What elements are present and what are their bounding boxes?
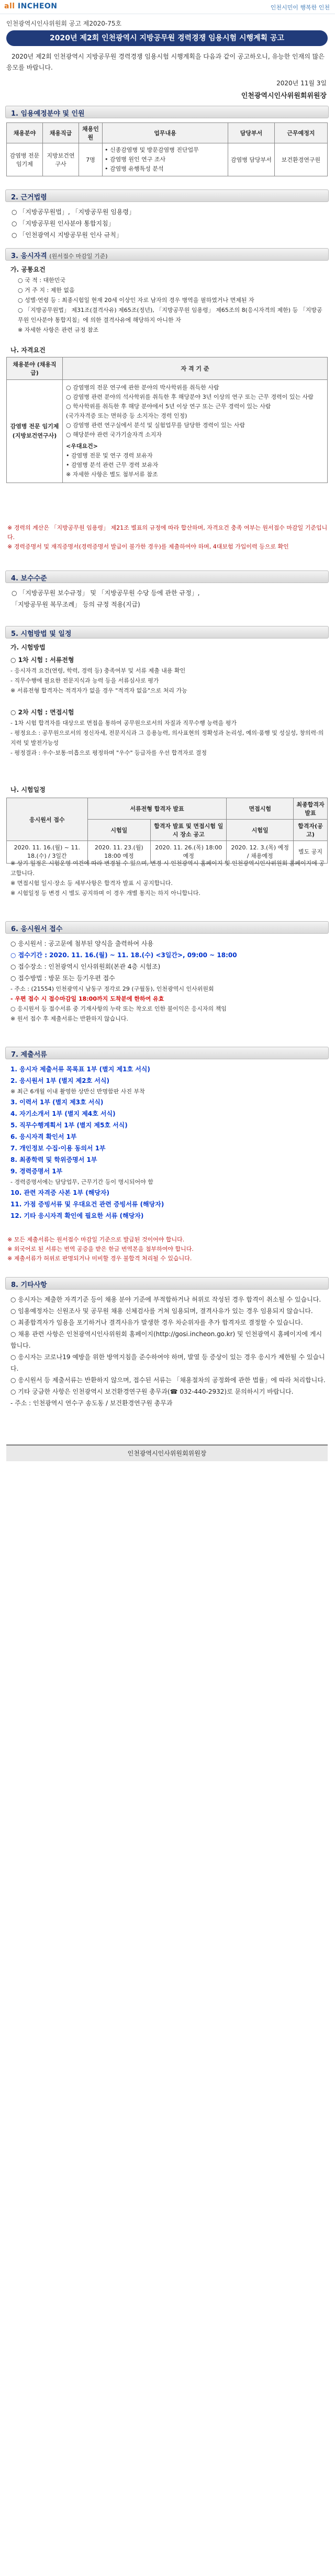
list-item: ※ 최근 6개월 이내 촬영한 상반신 반명함판 사진 부착	[10, 1088, 145, 1095]
intro-text: 2020년 제2회 인천광역시 지방공무원 경력경쟁 임용시험 시행계획을 다음과 같이 공고하오니, 유능한 인재의 많은 응모를 바랍니다.	[6, 53, 325, 71]
table-cell: 7명	[79, 143, 103, 176]
list-item: ○ 감염병 관련 분야의 석사학위를 취득한 후 해당분야 3년 이상의 연구 또는 근무 경력이 있는 사람	[66, 394, 314, 400]
list-item: ○ 응시자는 코로나19 예방을 위한 방역지침을 준수하여야 하며, 발열 등 증상이 있는 경우 응시가 제한될 수 있습니다.	[10, 1353, 325, 1372]
list-item: 2. 응시원서 1부 (별지 제2호 서식)	[10, 1077, 109, 1084]
positions-table	[6, 122, 328, 176]
page-title: 2020년 제2회 인천광역시 지방공무원 경력경쟁 임용시험 시행계획 공고	[6, 30, 328, 46]
table-row	[7, 143, 328, 176]
section-header-etc	[5, 1277, 329, 1290]
section-header-laws	[5, 189, 329, 202]
qualification-notes	[7, 523, 328, 552]
list-item: ○ 해당분야 관련 국가기술자격 소지자	[66, 431, 162, 438]
exam-schedule-title: 나. 시험일정	[10, 786, 46, 793]
apply-period: ○ 접수기간 : 2020. 11. 16.(월) ~ 11. 18.(수) <3일간>, 09:00 ~ 18:00	[10, 951, 237, 959]
table-cell: 2020. 11. 16.(월) ~ 11. 18.(수) / 3일간	[7, 841, 88, 864]
list-item: ○ 거 주 지 : 제한 없음	[18, 287, 75, 294]
exam-step2	[10, 707, 327, 758]
list-item: ○ 학사학위를 취득한 후 해당 분야에서 5년 이상 연구 또는 근무 경력이 있는 사람	[66, 403, 271, 410]
list-item: 1. 응시자 제출서류 목록표 1부 (별지 제1호 서식)	[10, 1066, 150, 1073]
section-header-apply	[5, 921, 329, 934]
list-item: ※ 자세한 사항은 관련 규정 참조	[18, 327, 99, 333]
list-item: - 평정요소 : 공무원으로서의 정신자세, 전문지식과 그 응용능력, 의사표현의 정확성과 논리성, 예의·품행 및 성실성, 창의력·의지력 및 발전가능성	[10, 730, 324, 746]
list-item: ○ 「지방공무원 인사분야 통합지침」	[12, 220, 115, 227]
list-item: ○ 「지방공무원 보수규정」 및 「지방공무원 수당 등에 관한 규정」,	[12, 589, 200, 597]
list-item: • 감염병 전문 및 연구 경력 보유자	[66, 452, 153, 459]
section-title-text: 3. 응시자격	[11, 252, 47, 260]
list-item: ○ 국 적 : 대한민국	[18, 277, 66, 284]
list-item: ○ 응시원서 : 공고문에 첨부된 양식을 출력하여 사용	[10, 940, 154, 947]
section-title: 5. 시험방법 및 일정	[11, 630, 72, 638]
list-item: - 응시자격 요건(연령, 학력, 경력 등) 충족여부 및 서류 제출 내용 확인	[10, 667, 186, 674]
table-header: 근무예정지	[275, 123, 328, 143]
list-item: 6. 응시자격 확인서 1부	[10, 1133, 77, 1140]
list-item: 9. 경력증명서 1부	[10, 1168, 63, 1175]
section-header-exam	[5, 626, 329, 639]
section-title: 4. 보수수준	[11, 575, 47, 583]
note-item: ※ 경력증명서 및 재직증명서(경력증명서 발급이 불가한 경우)를 제출하여야 하며, 4대보험 가입이력 등으로 확인	[7, 543, 289, 550]
table-cell: 지방보건연구사	[43, 143, 79, 176]
list-item: ※ 서류전형 합격자는 적격자가 없을 경우 "적격자 없음"으로 처리 가능	[10, 687, 187, 694]
table-header: 시험일	[227, 820, 294, 841]
list-item: ○ 최종합격자가 임용을 포기하거나 결격사유가 발생한 경우 차순위자를 추가 합격자로 결정할 수 있습니다.	[10, 1319, 303, 1326]
list-item: 5. 직무수행계획서 1부 (별지 제5호 서식)	[10, 1122, 128, 1129]
section-header-positions	[5, 106, 329, 118]
section-title: 1. 임용예정분야 및 인원	[11, 110, 85, 118]
table-header: 채용분야	[7, 123, 43, 143]
section-title	[11, 250, 108, 260]
list-item: - 경력증명서에는 담당업무, 근무기간 등이 명시되어야 함	[10, 1179, 153, 1185]
note-item: ※ 경력의 계산은 「지방공무원 임용령」 제21조 별표의 규정에 따라 합산하며, 자격요건 충족 여부는 원서접수 마감일 기준입니다.	[7, 524, 328, 541]
note-item: ※ 상기 일정은 시험운영 여건에 따라 변경될 수 있으며, 변경 시 인천광역시 홈페이지 및 인천광역시인사위원회 홈페이지에 공고합니다.	[10, 860, 325, 877]
note-item: ※ 시험일정 등 변경 시 별도 공지하며 이 경우 개별 통지는 하지 아니합니다.	[10, 890, 200, 897]
list-item: 10. 관련 자격증 사본 1부 (해당자)	[10, 1189, 109, 1196]
list-item: • 감염병 분석 관련 근무 경력 보유자	[66, 462, 159, 468]
table-cell: 별도 공지	[294, 841, 328, 864]
slogan: 인천시민이 행복한 인천	[270, 4, 330, 11]
list-item: ○ 접수방법 : 방문 또는 등기우편 접수	[10, 975, 115, 982]
section-title: 7. 제출서류	[11, 1051, 47, 1059]
list-item: 12. 기타 응시자격 확인에 필요한 서류 (해당자)	[10, 1212, 144, 1219]
common-requirements	[18, 275, 327, 335]
list-item: (국가자격증 또는 면허증 등 소지자는 경력 인정)	[66, 412, 187, 419]
list-item: 4. 자기소개서 1부 (별지 제4호 서식)	[10, 1110, 116, 1117]
issuing-org: 인천광역시인사위원회위원장	[241, 92, 327, 100]
incheon-logo[interactable]	[4, 2, 58, 10]
list-item: 7. 개인정보 수집·이용 동의서 1부	[10, 1145, 106, 1152]
section-subtitle: (원서접수 마감일 기준)	[49, 253, 108, 260]
list-item: - 평정결과 : 우수·보통·미흡으로 평정하며 "우수" 등급자를 우선 합격자로 결정	[10, 749, 207, 756]
table-header: 담당부서	[228, 123, 275, 143]
common-requirements-title: 가. 공통요건	[10, 266, 46, 273]
list-item: ○ 감염병의 전문 연구에 관한 분야의 박사학위를 취득한 사람	[66, 384, 219, 391]
notice-number: 인천광역시인사위원회 공고 제2020-75호	[6, 20, 122, 27]
list-item: ○ 채용 관련 사항은 인천광역시인사위원회 홈페이지(http://gosi.incheon.go.kr) 및 인천광역시 홈페이지에 게시합니다.	[10, 1330, 322, 1349]
table-row	[7, 380, 328, 483]
list-item: ○ 응시자는 제출한 자격기준 등이 채용 분야 기준에 부적합하거나 허위로 작성된 경우 합격이 취소될 수 있습니다.	[10, 1296, 321, 1303]
list-item: ○ 감염병 관련 연구실에서 분석 및 실험업무를 담당한 경력이 있는 사람	[66, 422, 245, 429]
laws-list	[12, 206, 135, 241]
list-item: - 직무수행에 필요한 전문지식과 능력 등을 서류심사로 평가	[10, 677, 159, 684]
list-item: 3. 이력서 1부 (별지 제3호 서식)	[10, 1099, 104, 1106]
note-item: ※ 모든 제출서류는 원서접수 마감일 기준으로 발급된 것이어야 합니다.	[7, 1236, 185, 1243]
list-item: ○ 성별·연령 등 : 최종시험일 현재 20세 이상인 자로 남자의 경우 병역을 필하였거나 면제된 자	[18, 297, 254, 304]
table-cell: 감염병 전문 임기제	[7, 143, 43, 176]
section-header-qualification	[5, 248, 329, 261]
list-item: - 주소 : 인천광역시 연수구 송도동 / 보건환경연구원 총무과	[10, 1399, 173, 1407]
table-cell: 감염병 담당부서	[228, 143, 275, 176]
table-cell: 보건환경연구원	[275, 143, 328, 176]
list-item: ○ 접수장소 : 인천광역시 인사위원회(본관 4층 시험조)	[10, 963, 161, 970]
table-cell: 2020. 11. 26.(목) 18:00 예정	[151, 841, 227, 864]
exam-step1	[10, 654, 327, 696]
note-item: ※ 제출서류가 허위로 판명되거나 미비할 경우 불합격 처리될 수 있습니다.	[7, 1255, 192, 1262]
apply-list	[10, 938, 327, 1024]
list-item: ○ 응시원서 등 제출서류는 반환하지 않으며, 접수된 서류는 「채용절차의 공정화에 관한 법률」에 따라 처리합니다.	[10, 1376, 326, 1384]
exam-method-title: 가. 시험방법	[10, 644, 46, 651]
table-header: 면접시험	[227, 798, 294, 820]
table-cell: 2020. 11. 23.(월) 18:00 예정	[87, 841, 151, 864]
table-header: 자 격 기 준	[63, 357, 328, 380]
table-cell: 감염병 전문 임기제 (지방보건연구사)	[7, 380, 63, 483]
list-item: ○ 기타 궁금한 사항은 인천광역시 보건환경연구원 총무과(☎ 032-440-2932)로 문의하시기 바랍니다.	[10, 1388, 294, 1395]
section-header-documents	[5, 1047, 329, 1059]
list-item: - 1차 시험 합격자를 대상으로 면접을 통하여 공무원으로서의 자질과 직무수행 능력을 평가	[10, 720, 237, 726]
table-header: 채용직급	[43, 123, 79, 143]
pay-list	[12, 587, 199, 610]
table-header: 시험일	[87, 820, 151, 841]
list-item: ※ 자세한 사항은 별도 첨부서류 참조	[66, 471, 158, 478]
etc-list	[10, 1294, 327, 1409]
section-title: 2. 근거법령	[11, 194, 47, 201]
section-header-pay	[5, 570, 329, 583]
logo-text: INCHEON	[17, 2, 58, 10]
list-item: ○ 「지방공무원법」, 「지방공무원 임용령」	[12, 208, 136, 216]
list-item: ○ 「인천광역시 지방공무원 인사 규칙」	[12, 231, 123, 239]
list-item: 「지방공무원 복무조례」 등의 규정 적용(지급)	[12, 601, 140, 608]
table-cell	[63, 380, 328, 483]
table-header: 채용인원	[79, 123, 103, 143]
table-header: 최종합격자 발표	[294, 798, 328, 820]
schedule-table	[6, 798, 328, 864]
closing-bar: 인천광역시인사위원회위원장	[6, 1444, 328, 1461]
list-item: 11. 가점 증빙서류 및 우대요건 관련 증빙서류 (해당자)	[10, 1201, 164, 1208]
list-item: - 우편 접수 시 접수마감일 18:00까지 도착분에 한하여 유효	[10, 995, 164, 1002]
documents-notes	[7, 1235, 328, 1263]
list-item: - 주소 : (21554) 인천광역시 남동구 정각로 29 (구월동), 인천광역시 인사위원회	[10, 985, 214, 992]
section-title: 6. 응시원서 접수	[11, 925, 63, 933]
list-item: ※ 원서 접수 후 제출서류는 반환하지 않습니다.	[10, 1015, 128, 1022]
qualification-table	[6, 357, 328, 483]
list-item: ○ 「지방공무원법」 제31조(결격사유) 제65조(정년), 「지방공무원 임용령」 제65조의 8(응시자격의 제한) 등 「지방공무원 인사분야 통합지침」에 의한 결격사유에 해당하지 아니한 자	[18, 307, 322, 323]
list-item: ○ 응시원서 등 접수서류 중 기재사항의 누락 또는 착오로 인한 불이익은 응시자의 책임	[10, 1005, 227, 1012]
note-item: ※ 면접시험 일시·장소 등 세부사항은 합격자 발표 시 공지합니다.	[10, 880, 173, 887]
table-header: 합격자 발표 및 면접시험 일시 장소 공고	[151, 820, 227, 841]
section-title: 8. 기타사항	[11, 1281, 47, 1289]
table-header: 응시원서 접수	[7, 798, 88, 841]
table-cell: 2020. 12. 3.(목) 예정 / 채용예정	[227, 841, 294, 864]
top-bar	[0, 0, 335, 14]
note-item: ※ 외국어로 된 서류는 번역 공증을 받은 한글 번역본을 첨부하여야 합니다.	[7, 1246, 194, 1252]
logo-prefix: all	[4, 2, 15, 10]
list-item: ○ 임용예정자는 신원조사 및 공무원 채용 신체검사를 거쳐 임용되며, 결격사유가 있는 경우 임용되지 않습니다.	[10, 1307, 313, 1315]
table-header: 업무내용	[103, 123, 228, 143]
table-header: 합격자(공고)	[294, 820, 328, 841]
list-item: <우대요건>	[66, 443, 98, 450]
schedule-notes	[10, 858, 327, 898]
notice-date: 2020년 11월 3일	[276, 80, 327, 87]
table-cell: • 신종감염병 및 방문감염병 진단업무 • 감염병 원인 연구 조사 • 감염병 유행특성 분석	[103, 143, 228, 176]
table-header: 서류전형 합격자 발표	[87, 798, 227, 820]
step-title: ○ 1차 시험 : 서류전형	[10, 656, 74, 664]
step-title: ○ 2차 시험 : 면접시험	[10, 709, 74, 716]
table-header: 채용분야 (채용직급)	[7, 357, 63, 380]
documents-list	[10, 1063, 327, 1222]
list-item: 8. 최종학력 및 학위증명서 1부	[10, 1156, 97, 1163]
detail-requirements-title: 나. 자격요건	[10, 346, 46, 354]
